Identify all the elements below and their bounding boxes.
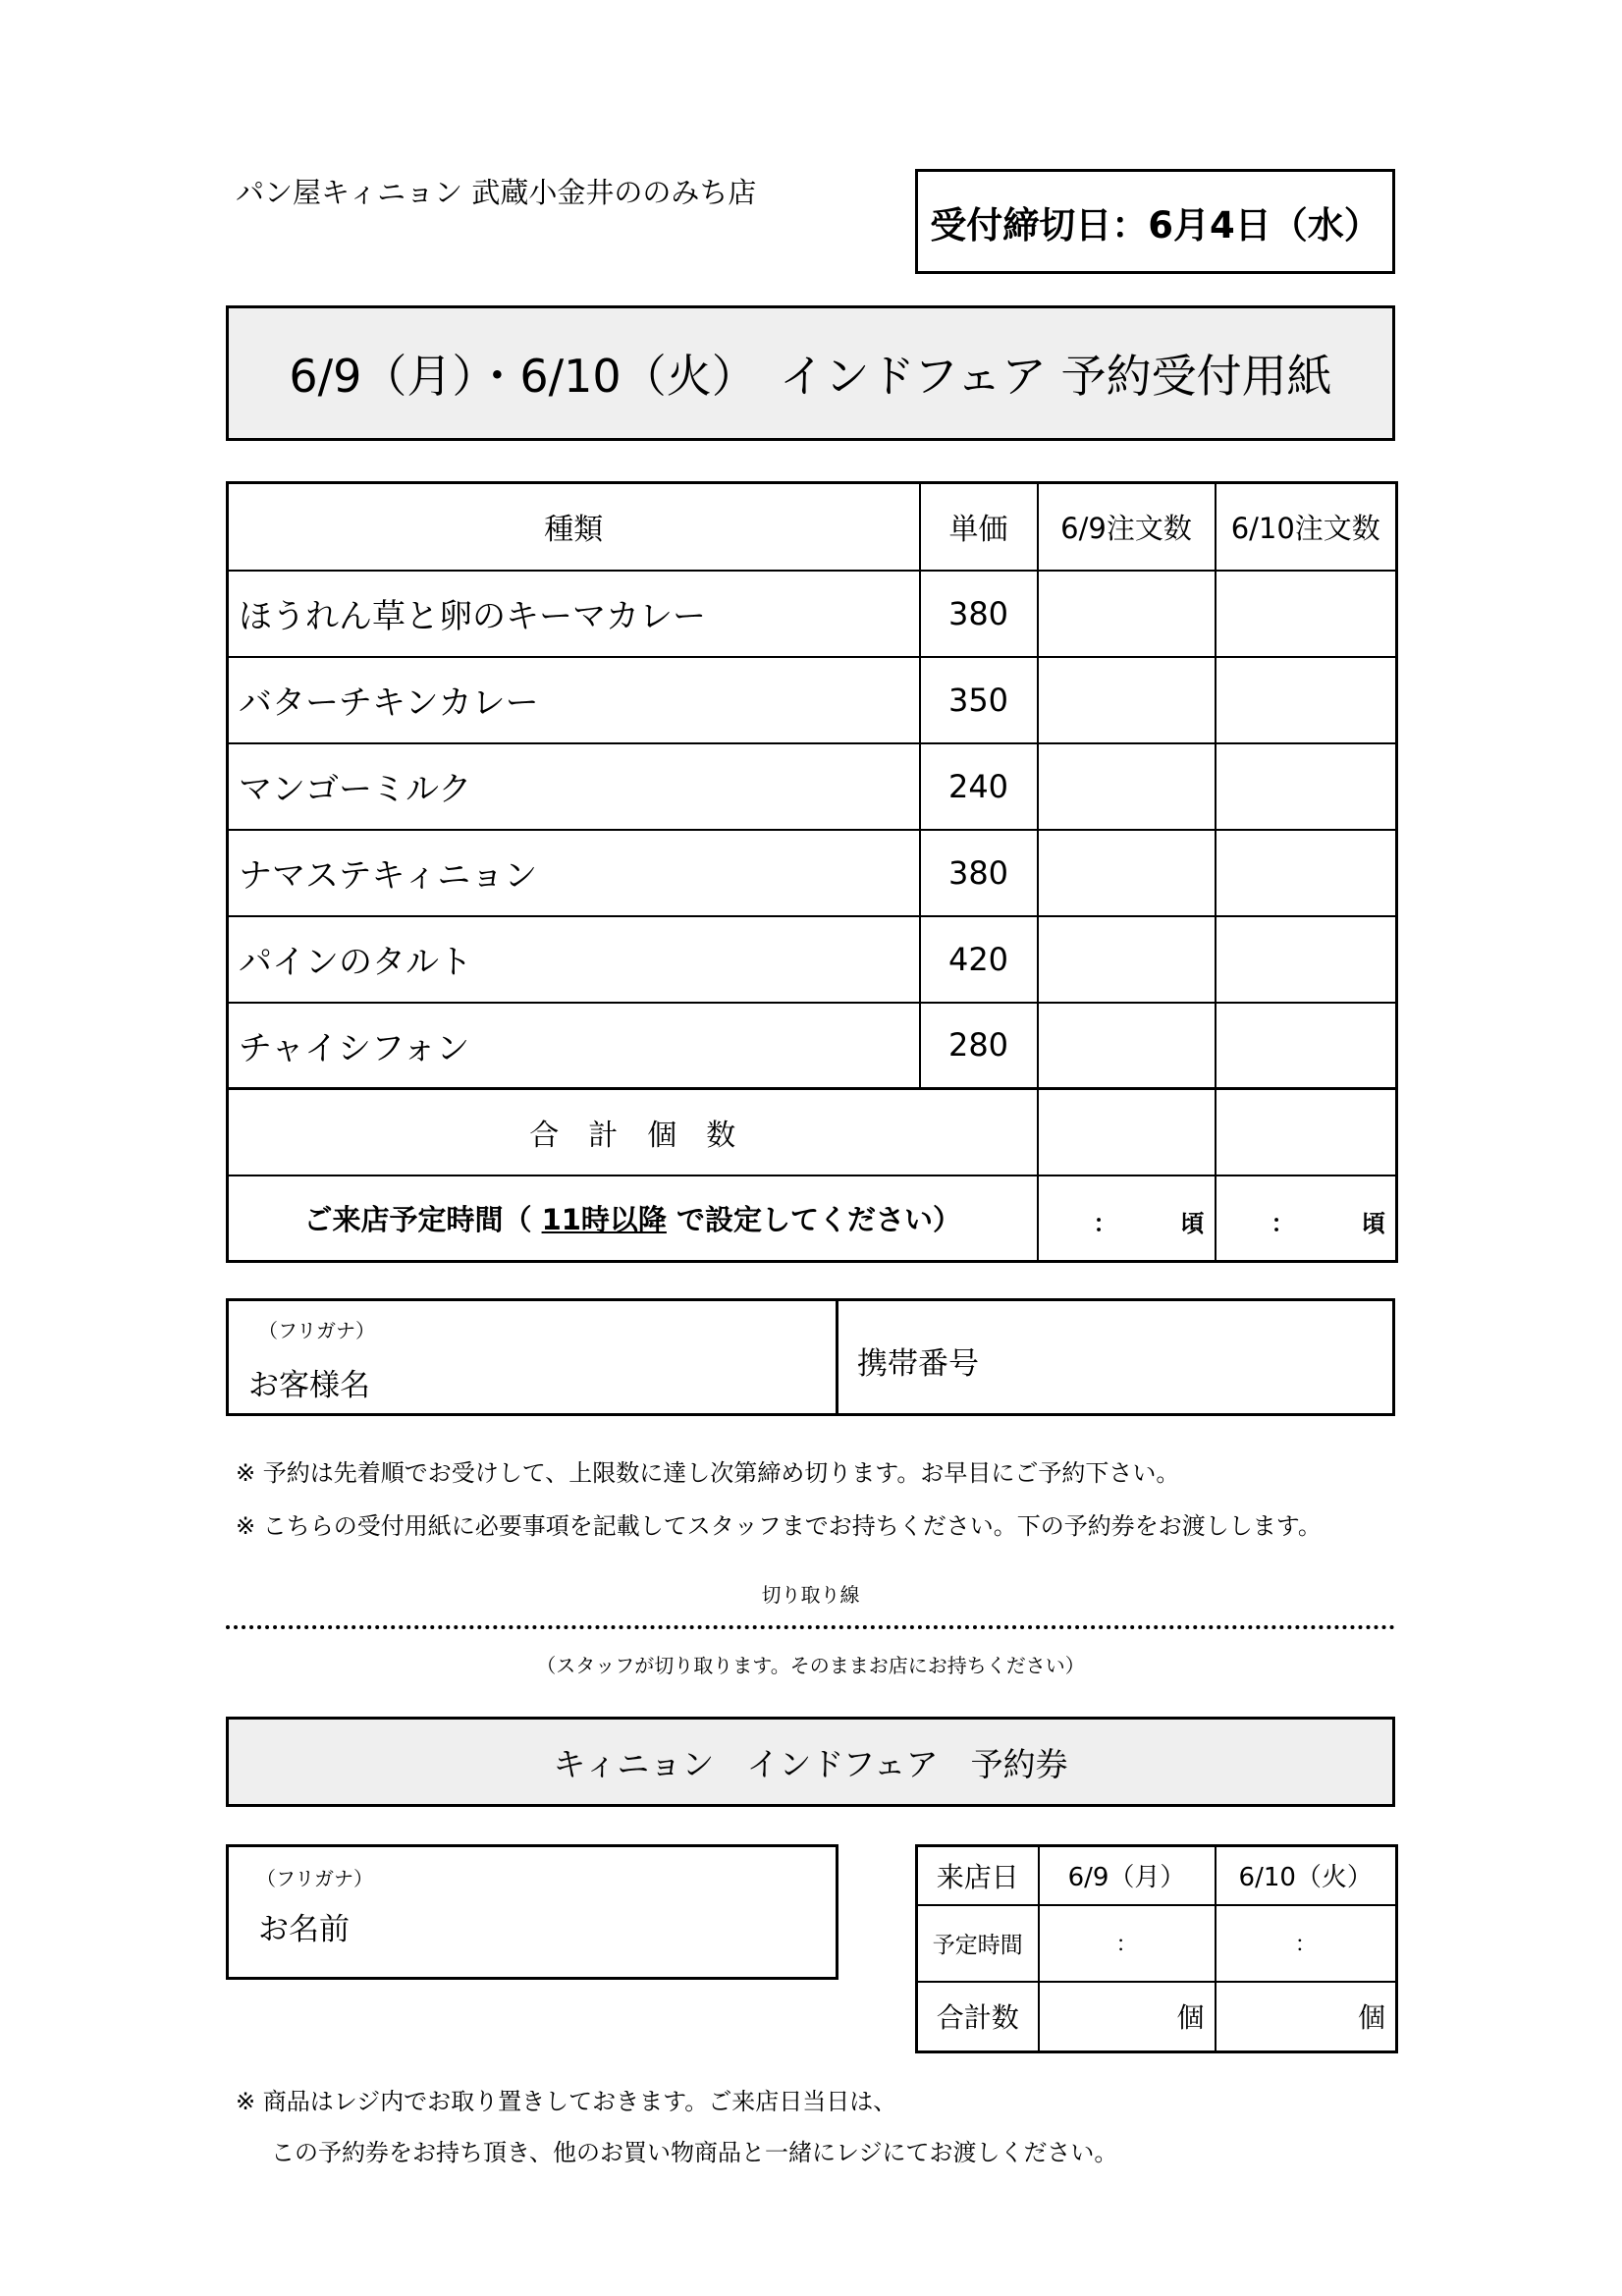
col-header-kind: 種類 xyxy=(228,483,920,571)
qty-0610-cell[interactable] xyxy=(1216,830,1397,916)
item-name: チャイシフォン xyxy=(228,1003,920,1089)
visit-day-row xyxy=(917,1846,1397,1905)
item-price: 380 xyxy=(920,830,1038,916)
note-2: ※ こちらの受付用紙に必要事項を記載してスタッフまでお持ちください。下の予約券をお渡しします。 xyxy=(236,1512,1322,1540)
cut-line-label: 切り取り線 xyxy=(761,1583,860,1607)
customer-info-box xyxy=(226,1298,1395,1416)
cut-line xyxy=(226,1625,1395,1629)
table-row xyxy=(228,830,1397,916)
item-price: 280 xyxy=(920,1003,1038,1089)
table-header-row xyxy=(228,483,1397,571)
total-0610-cell[interactable] xyxy=(1216,1089,1397,1175)
item-price: 420 xyxy=(920,916,1038,1003)
customer-name-cell[interactable] xyxy=(229,1301,838,1413)
qty-0610-cell[interactable] xyxy=(1216,571,1397,657)
qty-0610-cell[interactable] xyxy=(1216,1003,1397,1089)
cut-line-note: （スタッフが切り取ります。そのままお店にお持ちください） xyxy=(536,1654,1085,1677)
total-count-day2-cell[interactable]: 個 xyxy=(1216,1982,1397,2052)
visit-day-1: 6/9（月） xyxy=(1039,1846,1216,1905)
total-count-row xyxy=(917,1982,1397,2052)
qty-0610-cell[interactable] xyxy=(1216,657,1397,743)
order-table xyxy=(226,481,1398,1263)
qty-0609-cell[interactable] xyxy=(1038,657,1216,743)
item-name: ナマステキィニョン xyxy=(228,830,920,916)
time-colon: ： xyxy=(1093,1209,1117,1237)
visit-time-label xyxy=(228,1175,1038,1262)
ticket-furigana: （フリガナ） xyxy=(256,1867,373,1890)
visit-day-label: 来店日 xyxy=(917,1846,1039,1905)
ticket-title-box xyxy=(226,1717,1395,1807)
bottom-note-2: この予約券をお持ち頂き、他のお買い物商品と一緒にレジにてお渡しください。 xyxy=(271,2139,1118,2166)
qty-0609-cell[interactable] xyxy=(1038,830,1216,916)
store-name: パン屋キィニョン 武蔵小金井ののみち店 xyxy=(236,176,757,209)
qty-0610-cell[interactable] xyxy=(1216,916,1397,1003)
col-header-qty-0609: 6/9注文数 xyxy=(1038,483,1216,571)
item-price: 350 xyxy=(920,657,1038,743)
item-name: ほうれん草と卵のキーマカレー xyxy=(228,571,920,657)
item-name: パインのタルト xyxy=(228,916,920,1003)
table-row xyxy=(228,571,1397,657)
visit-time-row xyxy=(228,1175,1397,1262)
scheduled-time-row xyxy=(917,1905,1397,1982)
visit-time-prefix: ご来店予定時間（ xyxy=(303,1202,542,1236)
form-title-box xyxy=(226,305,1395,441)
qty-0609-cell[interactable] xyxy=(1038,743,1216,830)
item-price: 240 xyxy=(920,743,1038,830)
qty-0610-cell[interactable] xyxy=(1216,743,1397,830)
table-row xyxy=(228,1003,1397,1089)
scheduled-time-label: 予定時間 xyxy=(917,1905,1039,1982)
scheduled-time-day2-cell[interactable]: ： xyxy=(1216,1905,1397,1982)
visit-day-2: 6/10（火） xyxy=(1216,1846,1397,1905)
item-price: 380 xyxy=(920,571,1038,657)
table-row xyxy=(228,657,1397,743)
visit-time-0610-cell[interactable] xyxy=(1216,1175,1397,1262)
visit-time-suffix: で設定してください） xyxy=(666,1202,962,1236)
note-1: ※ 予約は先着順でお受けして、上限数に達し次第締め切ります。お早目にご予約下さい。 xyxy=(236,1459,1180,1487)
total-0609-cell[interactable] xyxy=(1038,1089,1216,1175)
qty-0609-cell[interactable] xyxy=(1038,916,1216,1003)
table-row xyxy=(228,743,1397,830)
ticket-schedule-table xyxy=(915,1844,1398,2053)
phone-label: 携帯番号 xyxy=(857,1346,979,1382)
item-name: バターチキンカレー xyxy=(228,657,920,743)
col-header-price: 単価 xyxy=(920,483,1038,571)
item-name: マンゴーミルク xyxy=(228,743,920,830)
ticket-name-label: お名前 xyxy=(258,1912,350,1947)
bottom-note-1: ※ 商品はレジ内でお取り置きしておきます。ご来店日当日は、 xyxy=(236,2088,897,2115)
ticket-name-box[interactable] xyxy=(226,1844,838,1980)
ticket-title: キィニョン インドフェア 予約券 xyxy=(553,1744,1068,1783)
customer-name-label: お客様名 xyxy=(248,1368,370,1403)
col-header-qty-0610: 6/10注文数 xyxy=(1216,483,1397,571)
scheduled-time-day1-cell[interactable]: ： xyxy=(1039,1905,1216,1982)
visit-time-emphasis: 11時以降 xyxy=(541,1202,667,1236)
qty-0609-cell[interactable] xyxy=(1038,1003,1216,1089)
total-label: 合 計 個 数 xyxy=(228,1089,1038,1175)
deadline-box xyxy=(915,169,1395,274)
total-row xyxy=(228,1089,1397,1175)
time-suffix: 頃 xyxy=(1362,1209,1385,1237)
qty-0609-cell[interactable] xyxy=(1038,571,1216,657)
deadline-text: 受付締切日：6月4日（水） xyxy=(930,203,1380,246)
form-title: 6/9（月）・6/10（火） インドフェア 予約受付用紙 xyxy=(289,350,1332,403)
customer-furigana: （フリガナ） xyxy=(258,1319,375,1342)
time-suffix: 頃 xyxy=(1180,1209,1205,1237)
total-count-day1-cell[interactable]: 個 xyxy=(1039,1982,1216,2052)
phone-cell[interactable] xyxy=(841,1301,1392,1413)
table-row xyxy=(228,916,1397,1003)
total-count-label: 合計数 xyxy=(917,1982,1039,2052)
visit-time-0609-cell[interactable] xyxy=(1038,1175,1216,1262)
time-colon: ： xyxy=(1271,1209,1295,1237)
